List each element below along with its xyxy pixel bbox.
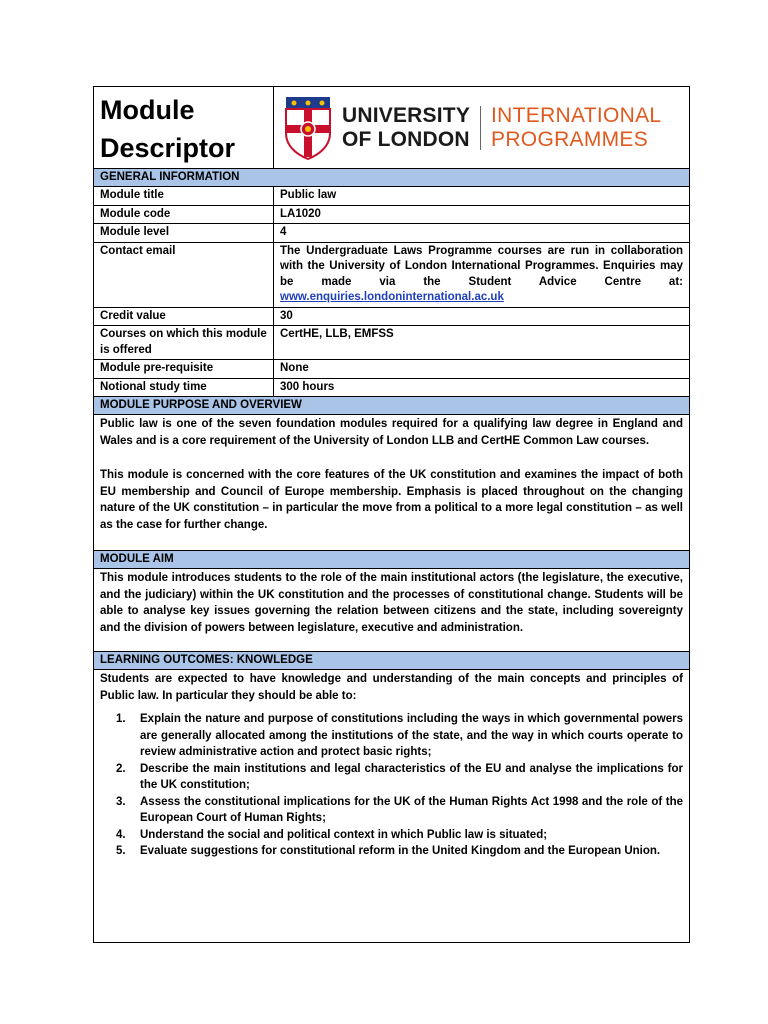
row-value: None bbox=[280, 362, 309, 374]
outcomes-list bbox=[94, 711, 689, 860]
page-title bbox=[94, 87, 274, 168]
table-row bbox=[94, 379, 689, 398]
item-number: 2. bbox=[116, 762, 126, 775]
learning-outcomes-section bbox=[94, 670, 689, 942]
enquiries-link[interactable]: www.enquiries.londoninternational.ac.uk bbox=[280, 291, 504, 303]
table-row bbox=[94, 224, 689, 243]
university-logo bbox=[274, 87, 689, 168]
table-row bbox=[94, 187, 689, 206]
table-row bbox=[94, 326, 689, 360]
module-purpose-heading: MODULE PURPOSE AND OVERVIEW bbox=[94, 397, 689, 415]
item-text: Describe the main institutions and legal characteristics of the EU and analyse the implications for the UK constitution; bbox=[140, 762, 683, 791]
item-number: 3. bbox=[116, 795, 126, 808]
module-purpose-section bbox=[94, 415, 689, 551]
row-label: Courses on which this module is offered bbox=[94, 326, 274, 359]
title-line-2: Descriptor bbox=[100, 133, 236, 163]
row-label: Credit value bbox=[94, 308, 274, 326]
row-value: Public law bbox=[280, 189, 337, 201]
row-label: Contact email bbox=[94, 243, 274, 307]
learning-outcomes-heading: LEARNING OUTCOMES: KNOWLEDGE bbox=[94, 652, 689, 670]
purpose-paragraph-2: This module is concerned with the core features of the UK constitution and examines the impact of both EU membership and Council of Europe membership. Emphasis is placed throughout on the changing nature of the UK constitution – in particular the move from a political to a more legal constitution – as well as the case for further change. bbox=[100, 469, 683, 531]
item-text: Evaluate suggestions for constitutional reform in the United Kingdom and the European Union. bbox=[140, 845, 661, 857]
item-text: Assess the constitutional implications for the UK of the Human Rights Act 1998 and the role of the European Court of Human Rights; bbox=[140, 795, 683, 824]
list-item bbox=[116, 843, 683, 860]
row-value: 300 hours bbox=[280, 380, 335, 393]
purpose-paragraph-1: Public law is one of the seven foundation modules required for a qualifying law degree in England and Wales and is a core requirement of the University of London LLB and CertHE Common Law courses. bbox=[100, 418, 683, 447]
item-number: 4. bbox=[116, 828, 126, 841]
general-information-heading: GENERAL INFORMATION bbox=[94, 169, 689, 187]
module-aim-section bbox=[94, 569, 689, 652]
table-row bbox=[94, 243, 689, 308]
item-text: Understand the social and political context in which Public law is situated; bbox=[140, 828, 548, 841]
title-line-1: Module bbox=[100, 95, 195, 125]
row-label: Notional study time bbox=[94, 379, 274, 397]
row-value: 4 bbox=[280, 226, 287, 238]
list-item bbox=[116, 794, 683, 827]
item-number: 5. bbox=[116, 845, 126, 857]
row-label: Module title bbox=[94, 187, 274, 205]
list-item bbox=[116, 827, 683, 844]
row-label: Module pre-requisite bbox=[94, 360, 274, 378]
item-number: 1. bbox=[116, 713, 126, 725]
table-row bbox=[94, 206, 689, 225]
list-item bbox=[116, 711, 683, 761]
international-programmes-wordmark: INTERNATIONAL PROGRAMMES bbox=[491, 103, 662, 151]
row-value: CertHE, LLB, EMFSS bbox=[280, 328, 394, 340]
row-value bbox=[274, 243, 689, 307]
row-value: LA1020 bbox=[280, 207, 321, 220]
row-value: 30 bbox=[280, 309, 293, 322]
row-label: Module level bbox=[94, 224, 274, 242]
module-aim-heading: MODULE AIM bbox=[94, 551, 689, 569]
list-item bbox=[116, 761, 683, 794]
document-header bbox=[94, 87, 689, 169]
crest-icon bbox=[284, 95, 332, 161]
contact-text: The Undergraduate Laws Programme courses are run in collaboration with the University of London International Programmes. Enquiries may be made via the Student Advice Centre at: bbox=[280, 244, 683, 288]
aim-paragraph: This module introduces students to the role of the main institutional actors (the legislature, the executive, and the judiciary) within the UK constitution and the processes of constitutional change. Students will be able to analyse key issues governing the relation between citizens and the state, including sovereignty and the division of powers between legislature, executive and administration. bbox=[100, 572, 683, 634]
table-row bbox=[94, 308, 689, 327]
outcomes-intro: Students are expected to have knowledge and understanding of the main concepts and principles of Public law. In particular they should be able to: bbox=[100, 673, 683, 702]
table-row bbox=[94, 360, 689, 379]
university-of-london-wordmark: UNIVERSITY OF LONDON bbox=[342, 103, 471, 151]
module-descriptor-document bbox=[93, 86, 690, 943]
row-label: Module code bbox=[94, 206, 274, 224]
logo-divider bbox=[480, 106, 481, 150]
item-text: Explain the nature and purpose of constitutions including the ways in which governmental powers are generally allocated among the institutions of the state, and the way in which courts operate to review administrative action and protect basic rights; bbox=[140, 713, 683, 758]
